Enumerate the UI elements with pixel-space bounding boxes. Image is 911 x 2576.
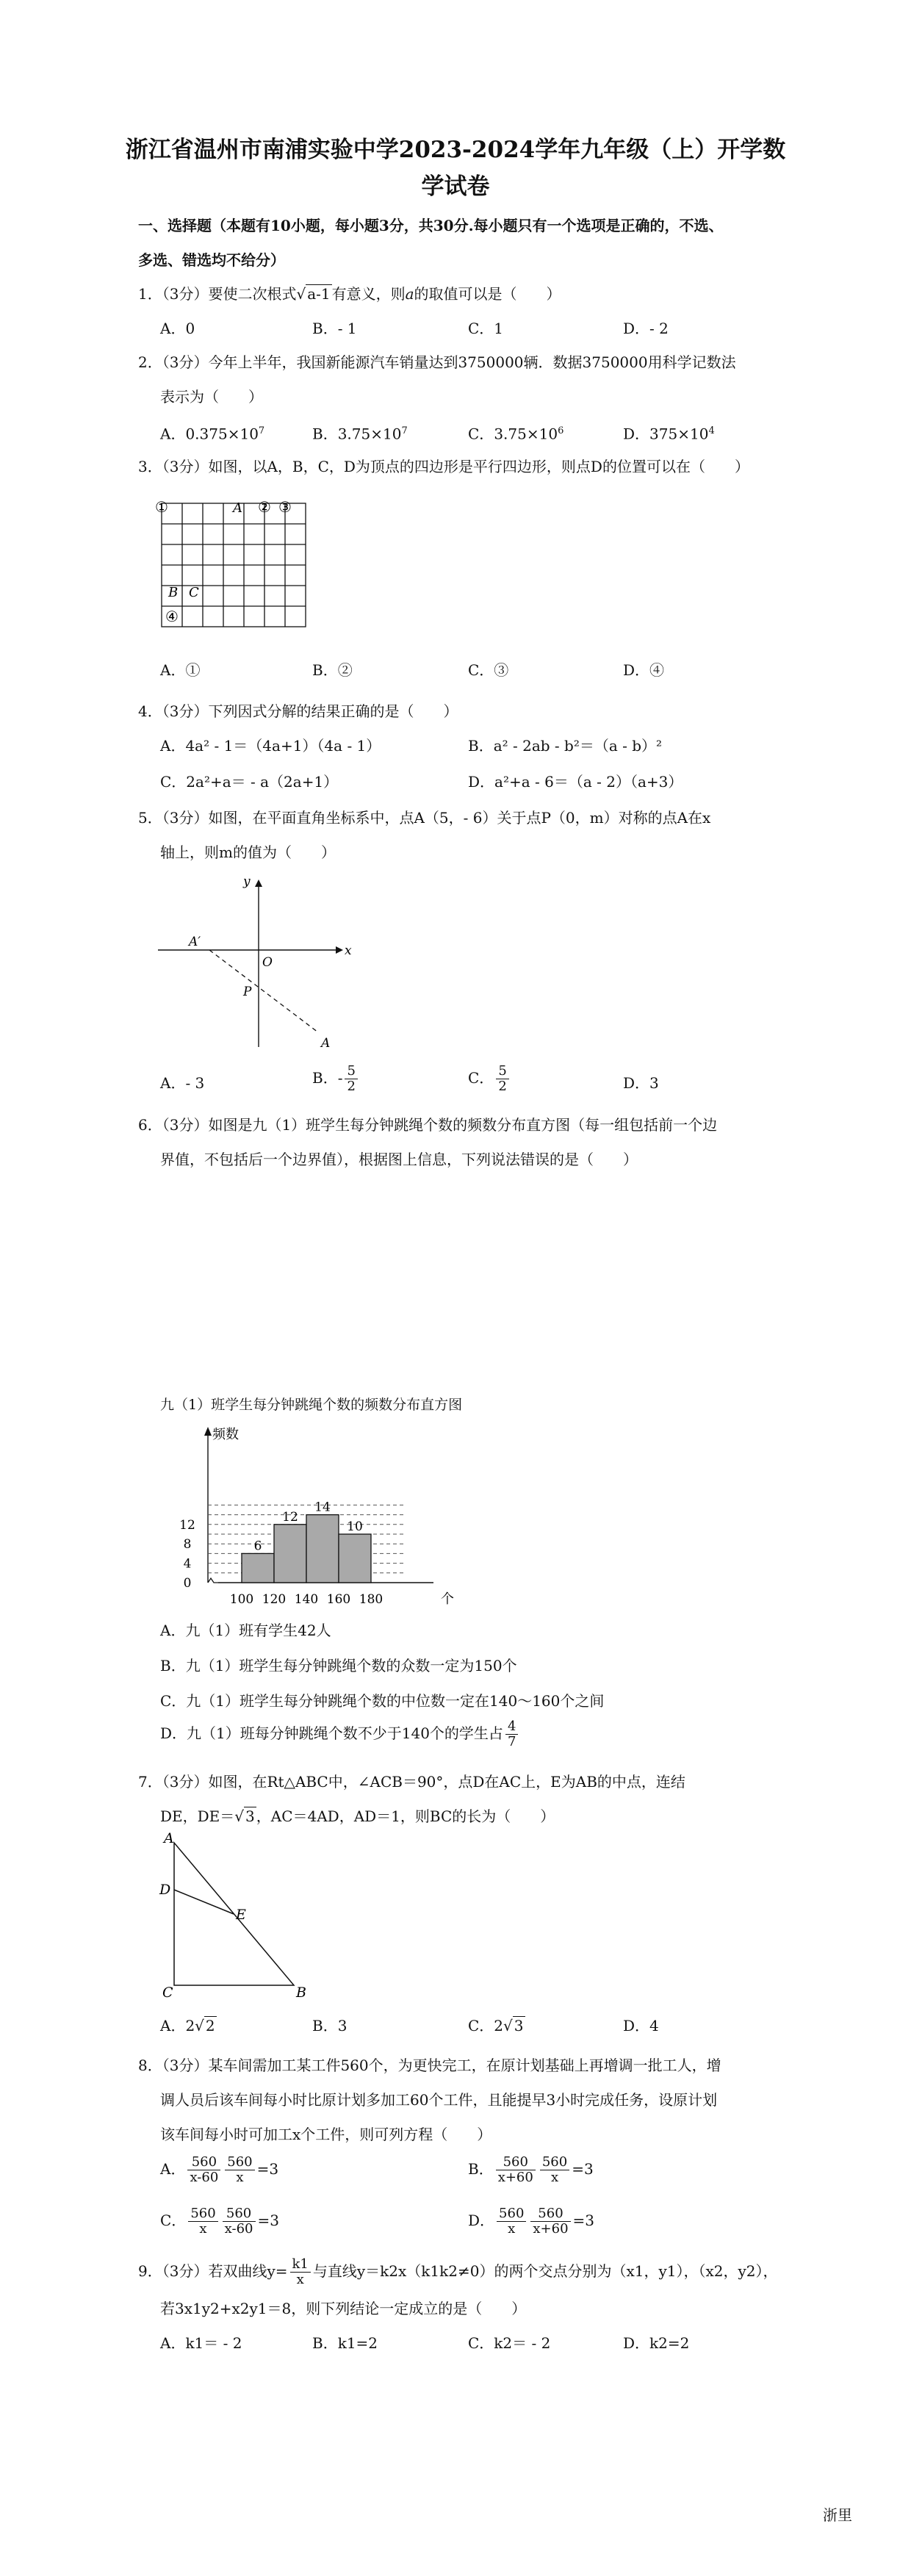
q2-a-label: A． [160, 425, 186, 443]
histogram-title: 九（1）班学生每分钟跳绳个数的频数分布直方图 [160, 1397, 463, 1413]
q7-line2-b: ，AC＝4AD，AD＝1，则BC的长为（ ） [256, 1807, 555, 1825]
q5-c-den: 2 [498, 1079, 507, 1094]
q2-d-base: 375×10 [649, 425, 709, 443]
q2-a-exp: 7 [258, 425, 265, 436]
q8-c-frac2 [223, 2206, 256, 2237]
q1-suffix: 的取值可以是（ ） [414, 285, 561, 303]
q8-d-frac2 [530, 2206, 570, 2237]
q2-c-label: C． [468, 425, 494, 443]
section-heading-line1: 一、选择题（本题有10小题，每小题3分，共30分.每小题只有一个选项是正确的，不选、 [138, 217, 724, 234]
q3-grid-lines [162, 503, 306, 627]
q9-option-c[interactable]: C．k2＝ - 2 [468, 2334, 551, 2352]
q8-b-label: B． [468, 2160, 494, 2178]
q1-var: a [405, 285, 414, 303]
q3-option-a[interactable]: A．① [160, 661, 201, 679]
q7-label-b: B [296, 1985, 306, 2001]
q3-point-1: ① [155, 498, 168, 516]
q9-frac-den: x [296, 2272, 304, 2287]
q6-option-c[interactable]: C．九（1）班学生每分钟跳绳个数的中位数一定在140～160个之间 [160, 1692, 605, 1710]
q9-fraction [290, 2257, 311, 2287]
q3-point-c: C [189, 585, 199, 600]
q7-c-rad: 3 [514, 2017, 524, 2034]
q5-a-prime-label: A′ [189, 935, 201, 949]
q6-option-a[interactable]: A．九（1）班有学生42人 [160, 1622, 331, 1639]
q8-c-frac1 [188, 2206, 217, 2237]
q3-option-c[interactable]: C．③ [468, 661, 509, 679]
q7-option-c[interactable]: C．2√ 3 [468, 2017, 524, 2034]
q6-d-text: D．九（1）班每分钟跳绳个数不少于140个的学生占 [160, 1724, 503, 1742]
q2-b-label: B． [312, 425, 338, 443]
histogram-y-tick-12: 12 [179, 1517, 195, 1533]
q3-point-a: A [233, 500, 242, 516]
question-1-stem [138, 284, 561, 304]
q5-x-arrow [336, 946, 343, 954]
histogram-x-tick-160: 160 [326, 1592, 351, 1607]
histogram-x-tick-120: 120 [262, 1592, 287, 1607]
q9-frac-num: k1 [290, 2257, 311, 2273]
q8-b-n2: 560 [540, 2155, 569, 2170]
q8-a-label: A． [160, 2160, 186, 2178]
q3-option-d[interactable]: D．④ [623, 661, 665, 679]
q1-prefix: 1．（3分）要使二次根式 [138, 285, 297, 303]
q8-d-n2: 560 [530, 2206, 570, 2222]
histogram-bar-100-120 [242, 1553, 274, 1583]
q8-c-label: C． [160, 2212, 187, 2229]
q1-mid: 有意义，则 [331, 285, 406, 303]
q8-b-rhs: =3 [572, 2160, 594, 2178]
q3-point-4: ④ [165, 608, 179, 625]
q3-option-b[interactable]: B．② [312, 661, 353, 679]
q7-a-rad: 2 [205, 2017, 215, 2034]
q9-option-a[interactable]: A．k1＝ - 2 [160, 2334, 242, 2352]
q5-c-fraction [496, 1064, 508, 1094]
question-4-stem: 4．（3分）下列因式分解的结果正确的是（ ） [138, 702, 458, 720]
q8-option-d[interactable] [468, 2206, 594, 2237]
q1-radicand: a-1 [307, 285, 331, 303]
histogram-x-tick-140: 140 [294, 1592, 319, 1607]
q8-d-rhs: =3 [572, 2212, 595, 2229]
q5-b-num: 5 [345, 1064, 357, 1079]
q7-triangle [174, 1843, 294, 1985]
question-9-line1 [138, 2257, 778, 2287]
q7-label-c: C [162, 1985, 173, 2001]
question-5-line2: 轴上，则m的值为（ ） [160, 843, 336, 861]
q5-b-sign: - [337, 1069, 343, 1087]
q7-label-e: E [236, 1907, 246, 1923]
paper-title-line1: 浙江省温州市南浦实验中学2023-2024学年九年级（上）开学数 [125, 137, 786, 163]
q1-option-d[interactable]: D．- 2 [623, 320, 669, 337]
q2-option-b[interactable] [312, 421, 408, 445]
q7-option-b[interactable]: B．3 [312, 2017, 348, 2034]
q2-b-base: 3.75×10 [337, 425, 402, 443]
q3-point-3: ③ [278, 498, 292, 516]
q2-b-exp: 7 [401, 425, 408, 436]
q8-c-n2: 560 [223, 2206, 256, 2222]
q1-radical: √ a-1 [296, 285, 331, 303]
q8-a-frac2 [225, 2155, 254, 2185]
question-2-line1: 2．（3分）今年上半年，我国新能源汽车销量达到3750000辆．数据3750000用科学记数法 [138, 353, 736, 371]
q7-a-label: A．2 [160, 2017, 195, 2034]
q7-line2-rad: 3 [245, 1807, 255, 1825]
q5-y-arrow [255, 879, 262, 887]
histogram-axis-break [208, 1578, 218, 1583]
q1-option-c[interactable]: C．1 [468, 320, 504, 337]
q3-point-2: ② [258, 498, 271, 516]
question-6-line2: 界值，不包括后一个边界值），根据图上信息，下列说法错误的是（ ） [160, 1151, 638, 1168]
q2-c-exp: 6 [558, 425, 564, 436]
q7-segment-de [174, 1890, 234, 1914]
footer-mark: 浙里 [823, 2506, 852, 2524]
q8-a-d2: x [236, 2170, 244, 2185]
q2-a-base: 0.375×10 [185, 425, 259, 443]
question-3-stem: 3．（3分）如图，以A，B，C，D为顶点的四边形是平行四边形，则点D的位置可以在（ ） [138, 458, 749, 475]
q5-option-b[interactable] [312, 1064, 360, 1094]
q6-option-d[interactable] [160, 1719, 520, 1749]
q7-triangle-figure [151, 1830, 320, 2002]
histogram-x-tick-100: 100 [229, 1592, 254, 1607]
q8-a-n2: 560 [225, 2155, 254, 2170]
q6-d-fraction [505, 1719, 518, 1749]
q4-option-b[interactable]: B．a² - 2ab - b²＝（a - b）² [468, 737, 663, 755]
histogram-x-tick-180: 180 [359, 1592, 384, 1607]
q9-prefix: 9．（3分）若双曲线y= [138, 2262, 288, 2280]
question-7-line2: DE，DE＝√ 3 ，AC＝4AD，AD＝1，则BC的长为（ ） [160, 1807, 555, 1825]
question-9-line2: 若3x1y2+x2y1＝8，则下列结论一定成立的是（ ） [160, 2300, 527, 2317]
q5-b-den: 2 [347, 1079, 356, 1094]
q6-d-den: 7 [507, 1734, 516, 1749]
q8-a-frac1 [187, 2155, 220, 2185]
q9-option-d[interactable]: D．k2=2 [623, 2334, 690, 2352]
q8-c-d2: x-60 [224, 2221, 253, 2237]
q9-line1-rest: 与直线y＝k2x（k1k2≠0）的两个交点分别为（x1，y1），（x2，y2）， [312, 2262, 778, 2280]
q5-coordinate-figure [151, 871, 364, 1054]
q6-option-b[interactable]: B．九（1）班学生每分钟跳绳个数的众数一定为150个 [160, 1657, 517, 1674]
q8-b-d2: x [550, 2170, 559, 2185]
histogram-bar-label-1: 12 [282, 1509, 298, 1525]
q4-option-a[interactable]: A．4a² - 1＝（4a+1）（4a - 1） [160, 737, 381, 755]
q1-option-a[interactable]: A．0 [160, 320, 195, 337]
q5-c-num: 5 [496, 1064, 508, 1079]
q2-d-label: D． [623, 425, 650, 443]
question-2-line2: 表示为（ ） [160, 388, 263, 406]
q8-a-n1: 560 [187, 2155, 220, 2170]
q8-d-d1: x [508, 2221, 516, 2237]
q7-option-a[interactable]: A．2√ 2 [160, 2017, 215, 2034]
q2-option-d[interactable] [623, 421, 715, 445]
q5-b-fraction [345, 1064, 357, 1094]
q8-d-label: D． [468, 2212, 495, 2229]
q8-b-frac2 [540, 2155, 569, 2185]
histogram-bar-label-0: 6 [253, 1539, 262, 1554]
question-6-line1: 6．（3分）如图是九（1）班学生每分钟跳绳个数的频数分布直方图（每一组包括前一个边 [138, 1116, 718, 1134]
histogram-bar-140-160 [306, 1515, 339, 1583]
q5-option-d[interactable]: D．3 [623, 1074, 659, 1092]
histogram-y-tick-4: 4 [183, 1556, 192, 1572]
q1-option-b[interactable]: B．- 1 [312, 320, 357, 337]
q2-option-c[interactable] [468, 421, 563, 445]
q5-b-label: B． [312, 1069, 338, 1087]
histogram-y-tick-0: 0 [183, 1576, 192, 1591]
q8-c-rhs: =3 [257, 2212, 279, 2229]
q5-c-label: C． [468, 1069, 494, 1087]
q7-label-d: D [159, 1882, 171, 1898]
q7-option-d[interactable]: D．4 [623, 2017, 659, 2034]
q8-option-b[interactable] [468, 2155, 594, 2185]
q7-line2-a: DE，DE＝ [160, 1807, 235, 1825]
q8-b-n1: 560 [496, 2155, 536, 2170]
q9-option-b[interactable]: B．k1=2 [312, 2334, 378, 2352]
question-7-line1: 7．（3分）如图，在Rt△ABC中，∠ACB＝90°，点D在AC上，E为AB的中点，连结 [138, 1773, 685, 1791]
q3-point-b: B [168, 585, 179, 600]
q8-d-n1: 560 [497, 2206, 526, 2222]
q5-origin-label: O [262, 955, 273, 970]
histogram-bar-160-180 [339, 1534, 371, 1583]
histogram-bar-label-3: 10 [347, 1519, 363, 1534]
histogram-bar-120-140 [274, 1525, 306, 1583]
q5-option-a[interactable]: A．- 3 [160, 1074, 205, 1092]
q8-b-d1: x+60 [497, 2170, 533, 2185]
q8-a-rhs: =3 [256, 2160, 279, 2178]
q8-option-c[interactable] [160, 2206, 279, 2237]
histogram-x-unit: 个 [441, 1591, 454, 1607]
question-5-line1: 5．（3分）如图，在平面直角坐标系中，点A（5，- 6）关于点P（0，m）对称的点A在x [138, 809, 711, 827]
q4-option-d[interactable]: D．a²+a - 6＝（a - 2）（a+3） [468, 773, 683, 791]
histogram-y-tick-8: 8 [183, 1537, 192, 1553]
q8-a-d1: x-60 [190, 2170, 219, 2185]
section-heading-line2: 多选、错选均不给分） [138, 251, 285, 269]
q5-a-label: A [321, 1036, 331, 1051]
q5-p-label: P [243, 985, 252, 999]
q2-option-a[interactable] [160, 421, 264, 445]
histogram-chart [158, 1418, 481, 1616]
q8-option-a[interactable] [160, 2155, 278, 2185]
q8-c-n1: 560 [188, 2206, 217, 2222]
q2-d-exp: 4 [708, 425, 715, 436]
q8-b-frac1 [496, 2155, 536, 2185]
q7-label-a: A [164, 1830, 174, 1846]
q8-d-d2: x+60 [533, 2221, 569, 2237]
paper-title-line2: 学试卷 [421, 173, 490, 200]
histogram-y-arrow [204, 1427, 212, 1436]
histogram-y-label: 频数 [212, 1427, 239, 1442]
q8-d-frac1 [497, 2206, 526, 2237]
question-8-line1: 8．（3分）某车间需加工某工件560个，为更快完工，在原计划基础上再增调一批工人，增 [138, 2057, 721, 2074]
q7-c-label: C．2 [468, 2017, 504, 2034]
q6-d-num: 4 [505, 1719, 518, 1735]
q4-option-c[interactable]: C．2a²+a＝ - a（2a+1） [160, 773, 339, 791]
q5-x-label: x [345, 943, 352, 958]
q2-c-base: 3.75×10 [494, 425, 558, 443]
q8-c-d1: x [199, 2221, 207, 2237]
q5-y-label: y [243, 874, 251, 889]
histogram-bar-label-2: 14 [314, 1500, 331, 1515]
q3-grid-figure [155, 498, 312, 647]
question-8-line2: 调人员后该车间每小时比原计划多加工60个工件，且能提早3小时完成任务，设原计划 [160, 2091, 718, 2109]
q5-option-c[interactable] [468, 1064, 511, 1094]
question-8-line3: 该车间每小时可加工x个工件，则可列方程（ ） [160, 2126, 492, 2143]
